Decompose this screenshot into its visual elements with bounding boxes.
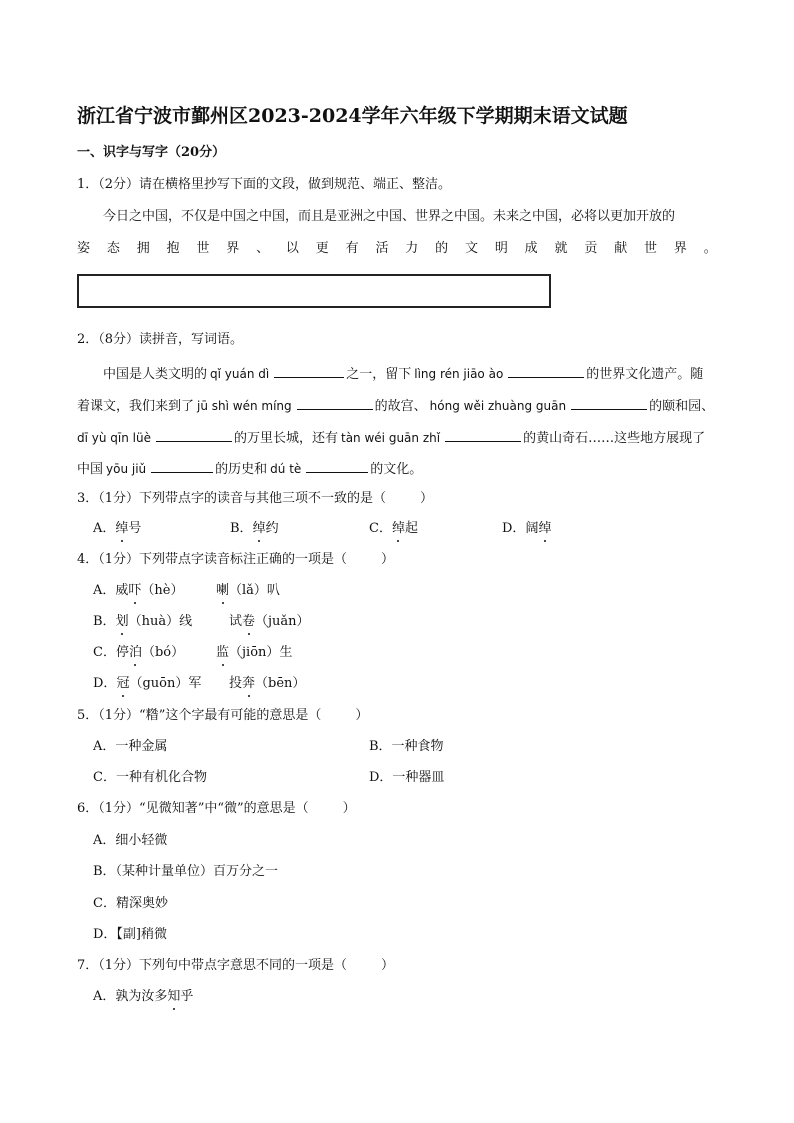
passage-char: 更 [315,241,329,256]
text: ） [355,708,369,723]
text: 的历史和 [215,462,268,477]
question-3-option-b[interactable]: B．绰约 [230,521,279,536]
pinyin: dī yù qīn lüè [77,431,151,445]
question-2-line1 [103,364,703,384]
question-5-option-a[interactable]: A．一种金属 [93,739,168,754]
answer-blank[interactable] [274,364,344,378]
passage-char: 力 [405,241,419,256]
answer-blank[interactable] [508,364,584,378]
question-2-line2 [77,396,714,416]
passage-char: 。 [703,241,717,256]
pinyin: tàn wéi guān zhǐ [341,431,441,445]
question-4-option-b-second: 试卷（juǎn） [229,614,310,629]
text: 的黄山奇石……这些地方展现了 [523,431,706,446]
question-4-option-c-second: 监（jiōn）生 [216,645,293,660]
question-1-passage-line1: 今日之中国，不仅是中国之中国，而且是亚洲之中国、世界之中国。未来之中国，必将以更加开放的 [103,209,676,224]
passage-char: 态 [106,241,120,256]
copy-writing-box[interactable] [77,274,551,308]
answer-blank[interactable] [297,396,373,410]
question-2-line4 [77,459,422,479]
passage-char: 献 [614,241,628,256]
section-heading: 一、识字与写字（20分） [77,145,226,160]
question-6-option-b[interactable]: B．（某种计量单位）百万分之一 [93,864,279,879]
passage-char: 有 [345,241,359,256]
text: 6．（1分）“见微知著”中“微”的意思是（ [77,801,309,816]
passage-char: 就 [554,241,568,256]
passage-char: 活 [375,241,389,256]
answer-blank[interactable] [306,459,368,473]
question-3-option-a[interactable]: A．绰号 [93,521,142,536]
question-5-option-c[interactable]: C．一种有机化合物 [93,770,207,785]
pinyin: hóng wěi zhuàng guān [429,399,567,413]
passage-char: 世 [644,241,658,256]
pinyin: jū shì wén míng [197,399,292,413]
text: 的颐和园、 [649,399,715,414]
text: 3．（1分）下列带点字的读音与其他三项不一致的是（ [77,491,387,506]
passage-char: 世 [196,241,210,256]
text: 着课文，我们来到了 [77,399,195,414]
question-4-option-d[interactable]: D．冠（guōn）军 [93,676,202,691]
page-title: 浙江省宁波市鄞州区2023-2024学年六年级下学期期末语文试题 [77,105,628,127]
text: 5．（1分）“糌”这个字最有可能的意思是（ [77,708,322,723]
question-3-stem [77,490,433,508]
question-6-option-a[interactable]: A．细小轻微 [93,833,168,848]
pinyin: lìng rén jiāo ào [414,367,504,381]
passage-char: 界 [673,241,687,256]
passage-char: 的 [435,241,449,256]
passage-char: 抱 [166,241,180,256]
text: ） [342,801,356,816]
passage-char: 拥 [136,241,150,256]
question-7-stem [77,957,394,975]
answer-blank[interactable] [571,396,647,410]
pinyin: yōu jiǔ [106,462,147,476]
question-1-stem: 1．（2分）请在横格里抄写下面的文段，做到规范、端正、整洁。 [77,177,452,192]
text: ） [381,958,395,973]
text: 的文化。 [370,462,423,477]
text: 的世界文化遗产。随 [586,367,704,382]
question-4-option-a[interactable]: A．威吓（hè） [93,583,184,598]
question-5-stem [77,707,368,725]
pinyin: qǐ yuán dì [210,367,270,381]
text: 中国 [77,462,104,477]
question-6-stem [77,800,356,818]
passage-char: 明 [494,241,508,256]
question-3-option-d[interactable]: D．阔绰 [502,521,552,536]
passage-char: 成 [524,241,538,256]
text: 中国是人类文明的 [103,367,208,382]
question-6-option-d[interactable]: D．【副]稍微 [93,927,167,942]
text: 7．（1分）下列句中带点字意思不同的一项是（ [77,958,348,973]
question-2-stem: 2．（8分）读拼音，写词语。 [77,332,244,347]
text: 的故宫、 [374,399,427,414]
passage-char: 贡 [584,241,598,256]
text: ） [381,552,395,567]
question-6-option-c[interactable]: C．精深奥妙 [93,896,168,911]
question-1-passage-line2 [77,240,717,258]
answer-blank[interactable] [445,428,521,442]
question-2-line3 [77,428,705,448]
passage-char: 姿 [77,241,91,256]
pinyin: dú tè [270,462,302,476]
passage-char: 以 [285,241,299,256]
question-4-stem [77,551,394,569]
answer-blank[interactable] [151,459,213,473]
question-5-option-d[interactable]: D．一种器皿 [369,770,445,785]
passage-char: 、 [256,241,270,256]
question-7-option-a[interactable]: A．孰为汝多知乎 [93,989,194,1004]
question-4-option-a-second: 喇（lǎ）叭 [216,583,280,598]
passage-char: 文 [464,241,478,256]
question-4-option-c[interactable]: C．停泊（bó） [93,645,185,660]
passage-char: 界 [226,241,240,256]
question-4-option-d-second: 投奔（bēn） [229,676,306,691]
text: 4．（1分）下列带点字读音标注正确的一项是（ [77,552,348,567]
text: ） [420,491,434,506]
text: 之一，留下 [346,367,412,382]
text: 的万里长城，还有 [233,431,338,446]
question-4-option-b[interactable]: B．划（huà）线 [93,614,193,629]
answer-blank[interactable] [156,428,232,442]
question-3-option-c[interactable]: C．绰起 [369,521,418,536]
question-5-option-b[interactable]: B．一种食物 [369,739,444,754]
